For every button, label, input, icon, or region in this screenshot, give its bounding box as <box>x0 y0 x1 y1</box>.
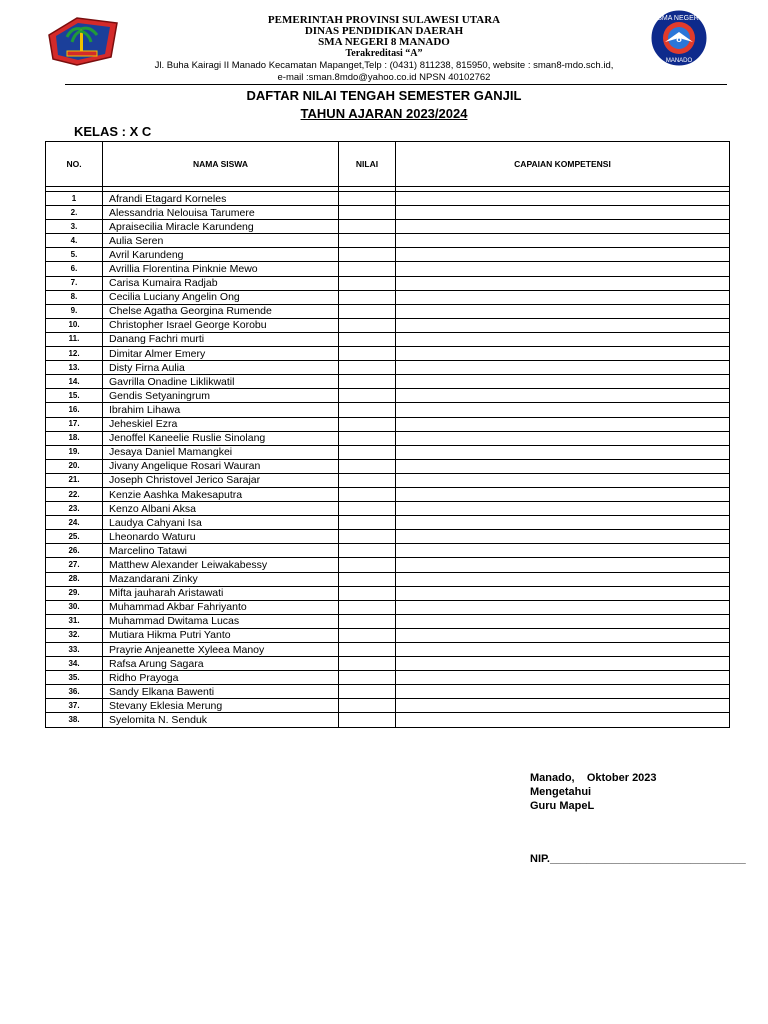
competency-cell <box>396 220 730 234</box>
row-number: 4. <box>46 234 103 248</box>
signature-acknowledge: Mengetahui <box>530 786 592 798</box>
competency-cell <box>396 600 730 614</box>
svg-text:SMA NEGERI: SMA NEGERI <box>657 15 701 22</box>
table-row <box>46 628 730 642</box>
grade-cell <box>339 389 396 403</box>
row-number: 13. <box>46 361 103 375</box>
grade-cell <box>339 417 396 431</box>
student-name: Joseph Christovel Jerico Sarajar <box>103 473 339 487</box>
student-name: Apraisecilia Miracle Karundeng <box>103 220 339 234</box>
row-number: 15. <box>46 389 103 403</box>
student-name: Kenzie Aashka Makesaputra <box>103 487 339 501</box>
student-name: Muhammad Akbar Fahriyanto <box>103 600 339 614</box>
table-row <box>46 516 730 530</box>
competency-cell <box>396 248 730 262</box>
competency-cell <box>396 544 730 558</box>
svg-text:MANADO: MANADO <box>665 58 693 64</box>
row-number: 3. <box>46 220 103 234</box>
table-row <box>46 473 730 487</box>
table-row <box>46 530 730 544</box>
document-title: DAFTAR NILAI TENGAH SEMESTER GANJIL <box>246 88 522 103</box>
letterhead-address: Jl. Buha Kairagi II Manado Kecamatan Mapanget,Telp : (0431) 811238, 815950, website : sman8-mdo.sch.id, <box>154 60 614 71</box>
table-row <box>46 192 730 206</box>
row-number: 22. <box>46 487 103 501</box>
competency-cell <box>396 206 730 220</box>
grade-cell <box>339 304 396 318</box>
competency-cell <box>396 445 730 459</box>
competency-cell <box>396 685 730 699</box>
row-number: 27. <box>46 558 103 572</box>
student-name: Dimitar Almer Emery <box>103 347 339 361</box>
student-name: Prayrie Anjeanette Xyleea Manoy <box>103 643 339 657</box>
competency-cell <box>396 332 730 346</box>
grade-cell <box>339 431 396 445</box>
row-number: 7. <box>46 276 103 290</box>
row-number: 14. <box>46 375 103 389</box>
row-number: 28. <box>46 572 103 586</box>
row-number: 20. <box>46 459 103 473</box>
student-name: Cecilia Luciany Angelin Ong <box>103 290 339 304</box>
row-number: 34. <box>46 657 103 671</box>
table-row <box>46 290 730 304</box>
row-number: 38. <box>46 713 103 727</box>
row-number: 19. <box>46 445 103 459</box>
table-row <box>46 318 730 332</box>
table-row <box>46 445 730 459</box>
table-row <box>46 332 730 346</box>
student-name: Stevany Eklesia Merung <box>103 699 339 713</box>
grade-cell <box>339 248 396 262</box>
grade-cell <box>339 614 396 628</box>
grade-cell <box>339 473 396 487</box>
row-number: 31. <box>46 614 103 628</box>
student-name: Mifta jauharah Aristawati <box>103 586 339 600</box>
letterhead-line-1: PEMERINTAH PROVINSI SULAWESI UTARA <box>267 14 501 26</box>
row-number: 26. <box>46 544 103 558</box>
table-row <box>46 220 730 234</box>
row-number: 21. <box>46 473 103 487</box>
row-number: 8. <box>46 290 103 304</box>
row-number: 12. <box>46 347 103 361</box>
class-label: KELAS : X C <box>74 124 152 139</box>
student-name: Danang Fachri murti <box>103 332 339 346</box>
grade-cell <box>339 487 396 501</box>
competency-cell <box>396 558 730 572</box>
student-name: Jesaya Daniel Mamangkei <box>103 445 339 459</box>
letterhead-divider <box>65 84 727 85</box>
student-name: Laudya Cahyani Isa <box>103 516 339 530</box>
table-row <box>46 502 730 516</box>
table-row <box>46 572 730 586</box>
row-number: 25. <box>46 530 103 544</box>
competency-cell <box>396 657 730 671</box>
row-number: 18. <box>46 431 103 445</box>
competency-cell <box>396 502 730 516</box>
table-row <box>46 657 730 671</box>
grade-cell <box>339 318 396 332</box>
student-name: Mazandarani Zinky <box>103 572 339 586</box>
table-row <box>46 459 730 473</box>
table-row <box>46 713 730 727</box>
competency-cell <box>396 671 730 685</box>
row-number: 29. <box>46 586 103 600</box>
table-row <box>46 276 730 290</box>
grade-cell <box>339 516 396 530</box>
row-number: 33. <box>46 643 103 657</box>
competency-cell <box>396 586 730 600</box>
competency-cell <box>396 304 730 318</box>
table-row <box>46 643 730 657</box>
row-number: 16. <box>46 403 103 417</box>
competency-cell <box>396 192 730 206</box>
table-row <box>46 685 730 699</box>
grade-cell <box>339 206 396 220</box>
grade-cell <box>339 220 396 234</box>
document-subtitle: TAHUN AJARAN 2023/2024 <box>300 106 468 121</box>
column-header-capaian: CAPAIAN KOMPETENSI <box>396 142 730 187</box>
grade-cell <box>339 657 396 671</box>
grade-cell <box>339 558 396 572</box>
competency-cell <box>396 234 730 248</box>
grade-cell <box>339 361 396 375</box>
row-number: 30. <box>46 600 103 614</box>
student-name: Muhammad Dwitama Lucas <box>103 614 339 628</box>
signature-place-date: Manado, Oktober 2023 <box>530 772 657 784</box>
student-name: Matthew Alexander Leiwakabessy <box>103 558 339 572</box>
row-number: 24. <box>46 516 103 530</box>
table-row <box>46 586 730 600</box>
grade-cell <box>339 600 396 614</box>
competency-cell <box>396 417 730 431</box>
grade-cell <box>339 572 396 586</box>
student-name: Disty Firna Aulia <box>103 361 339 375</box>
table-row <box>46 431 730 445</box>
student-name: Sandy Elkana Bawenti <box>103 685 339 699</box>
competency-cell <box>396 276 730 290</box>
student-name: Kenzo Albani Aksa <box>103 502 339 516</box>
row-number: 23. <box>46 502 103 516</box>
table-row <box>46 558 730 572</box>
grade-cell <box>339 699 396 713</box>
grade-cell <box>339 713 396 727</box>
grade-cell <box>339 502 396 516</box>
row-number: 1 <box>46 192 103 206</box>
column-header-nama: NAMA SISWA <box>103 142 339 187</box>
grade-cell <box>339 332 396 346</box>
grade-cell <box>339 671 396 685</box>
letterhead-line-3: SMA NEGERI 8 MANADO <box>318 36 450 48</box>
table-row <box>46 206 730 220</box>
table-row <box>46 234 730 248</box>
column-header-nilai: NILAI <box>339 142 396 187</box>
grade-cell <box>339 445 396 459</box>
student-name: Marcelino Tatawi <box>103 544 339 558</box>
student-name: Ridho Prayoga <box>103 671 339 685</box>
competency-cell <box>396 290 730 304</box>
student-name: Aulia Seren <box>103 234 339 248</box>
student-name: Chelse Agatha Georgina Rumende <box>103 304 339 318</box>
competency-cell <box>396 473 730 487</box>
student-name: Alessandria Nelouisa Tarumere <box>103 206 339 220</box>
grade-cell <box>339 192 396 206</box>
student-name: Mutiara Hikma Putri Yanto <box>103 628 339 642</box>
row-number: 10. <box>46 318 103 332</box>
table-row <box>46 671 730 685</box>
row-number: 32. <box>46 628 103 642</box>
competency-cell <box>396 318 730 332</box>
student-name: Rafsa Arung Sagara <box>103 657 339 671</box>
row-number: 2. <box>46 206 103 220</box>
row-number: 9. <box>46 304 103 318</box>
row-number: 37. <box>46 699 103 713</box>
row-number: 5. <box>46 248 103 262</box>
student-name: Christopher Israel George Korobu <box>103 318 339 332</box>
table-row <box>46 487 730 501</box>
competency-cell <box>396 431 730 445</box>
signature-nip: NIP.________________________________ <box>530 853 746 865</box>
row-number: 35. <box>46 671 103 685</box>
table-row <box>46 347 730 361</box>
grade-cell <box>339 586 396 600</box>
grade-table <box>45 141 730 728</box>
student-name: Gendis Setyaningrum <box>103 389 339 403</box>
column-header-no: NO. <box>46 142 103 187</box>
grade-cell <box>339 276 396 290</box>
grade-cell <box>339 685 396 699</box>
grade-cell <box>339 643 396 657</box>
row-number: 36. <box>46 685 103 699</box>
table-row <box>46 375 730 389</box>
student-name: Lheonardo Waturu <box>103 530 339 544</box>
competency-cell <box>396 487 730 501</box>
row-number: 6. <box>46 262 103 276</box>
table-row <box>46 262 730 276</box>
row-number: 11. <box>46 332 103 346</box>
svg-text:8: 8 <box>676 34 682 45</box>
competency-cell <box>396 459 730 473</box>
grade-cell <box>339 347 396 361</box>
student-name: Jivany Angelique Rosari Wauran <box>103 459 339 473</box>
grade-cell <box>339 290 396 304</box>
competency-cell <box>396 614 730 628</box>
competency-cell <box>396 361 730 375</box>
table-row <box>46 544 730 558</box>
letterhead-line-2: DINAS PENDIDIKAN DAERAH <box>304 25 464 37</box>
competency-cell <box>396 699 730 713</box>
competency-cell <box>396 530 730 544</box>
competency-cell <box>396 713 730 727</box>
grade-cell <box>339 628 396 642</box>
student-name: Gavrilla Onadine Liklikwatil <box>103 375 339 389</box>
student-name: Syelomita N. Senduk <box>103 713 339 727</box>
student-name: Ibrahim Lihawa <box>103 403 339 417</box>
student-name: Avrillia Florentina Pinknie Mewo <box>103 262 339 276</box>
student-name: Afrandi Etagard Korneles <box>103 192 339 206</box>
competency-cell <box>396 347 730 361</box>
table-row <box>46 614 730 628</box>
competency-cell <box>396 389 730 403</box>
student-name: Avril Karundeng <box>103 248 339 262</box>
grade-cell <box>339 403 396 417</box>
competency-cell <box>396 572 730 586</box>
table-row <box>46 699 730 713</box>
competency-cell <box>396 628 730 642</box>
grade-cell <box>339 234 396 248</box>
row-number: 17. <box>46 417 103 431</box>
table-row <box>46 389 730 403</box>
table-row <box>46 304 730 318</box>
signature-role: Guru MapeL <box>530 800 595 812</box>
table-row <box>46 403 730 417</box>
grade-cell <box>339 375 396 389</box>
table-row <box>46 248 730 262</box>
table-row <box>46 417 730 431</box>
grade-cell <box>339 544 396 558</box>
table-row <box>46 600 730 614</box>
competency-cell <box>396 516 730 530</box>
letterhead-accreditation: Terakreditasi “A” <box>345 48 423 59</box>
competency-cell <box>396 643 730 657</box>
student-name: Jeheskiel Ezra <box>103 417 339 431</box>
competency-cell <box>396 403 730 417</box>
grade-cell <box>339 530 396 544</box>
grade-cell <box>339 262 396 276</box>
competency-cell <box>396 262 730 276</box>
student-name: Jenoffel Kaneelie Ruslie Sinolang <box>103 431 339 445</box>
grade-cell <box>339 459 396 473</box>
competency-cell <box>396 375 730 389</box>
student-name: Carisa Kumaira Radjab <box>103 276 339 290</box>
table-row <box>46 361 730 375</box>
letterhead-contact: e-mail :sman.8mdo@yahoo.co.id NPSN 40102762 <box>277 72 491 83</box>
